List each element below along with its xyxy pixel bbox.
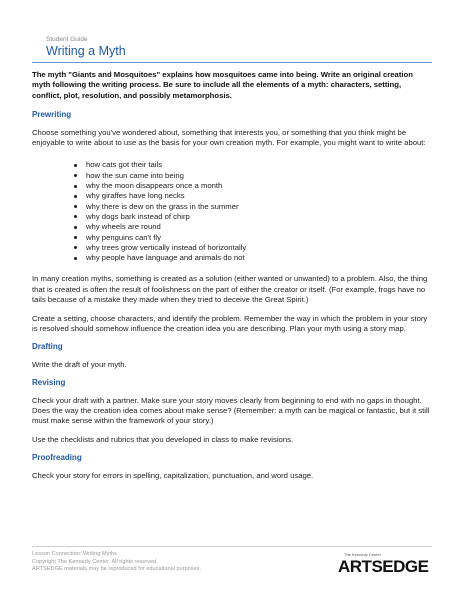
footer	[32, 551, 201, 574]
drafting-text: Write the draft of your myth.	[32, 359, 127, 369]
list-item: why giraffes have long necks	[86, 191, 432, 201]
list-item: why the moon disappears once a month	[86, 181, 432, 191]
page-title: Writing a Myth	[46, 44, 126, 58]
artsedge-logo	[338, 552, 438, 578]
intro-paragraph: The myth "Giants and Mosquitoes" explains how mosquitoes came into being. Write an original creation myth following the writing process. Be sure to include all the elements of a myth: characters, setting, conflict, plot, resolution, and possibly metamorphosis.	[32, 70, 413, 100]
footer-copyright: Copyright The Kennedy Center. All rights reserved.	[32, 558, 158, 565]
list-item: why trees grow vertically instead of horizontally	[86, 243, 432, 253]
list-item: why penguins can't fly	[86, 233, 432, 243]
list-item: why wheels are round	[86, 222, 432, 232]
list-item: how the sun came into being	[86, 171, 432, 181]
prewriting-paragraph-3: Create a setting, choose characters, and identify the problem. Remember the way in which the problem in your story is resolved should somehow influence the creation idea you are describing. Plan your myth using a story map.	[32, 313, 428, 334]
proofreading-text: Check your story for errors in spelling, capitalization, punctuation, and word usage.	[32, 470, 314, 480]
guide-label: Student Guide	[46, 36, 88, 43]
footer-divider	[32, 546, 432, 547]
logo-text: ARTSEDGE	[338, 557, 429, 576]
document-body	[32, 70, 432, 489]
revising-text-2: Use the checklists and rubrics that you developed in class to make revisions.	[32, 434, 294, 444]
prewriting-text: Choose something you've wondered about, something that interests you, or something that you think might be enjoyable to write about to use as the basis for your own creation myth. For example, you might want to write about:	[32, 127, 426, 148]
list-item: how cats got their tails	[86, 160, 432, 170]
list-item: why there is dew on the grass in the summer	[86, 202, 432, 212]
prewriting-heading: Prewriting	[32, 110, 72, 120]
revising-heading: Revising	[32, 378, 66, 388]
footer-lesson-connection: Lesson Connection: Writing Myths	[32, 551, 117, 557]
list-item: why dogs bark instead of chirp	[86, 212, 432, 222]
logo-small-text: The Kennedy Center	[344, 552, 381, 557]
revising-text: Check your draft with a partner. Make sure your story moves clearly from beginning to end with no gaps in thought. Does the way the creation idea comes about make sense? (Remember: a myth can be magical or fantastic, but it still must make sense within the framework of your story.)	[32, 395, 430, 426]
topic-list	[32, 160, 432, 263]
proofreading-heading: Proofreading	[32, 453, 82, 463]
prewriting-paragraph-2: In many creation myths, something is created as a solution (either wanted or unwanted) to a problem. Also, the thing that is created is often the result of foolishness on the part of either the creator or itself. (For example, frogs have no tails because of a mistake they made when they tried to deceive the Great Spirit.)	[32, 274, 428, 305]
drafting-heading: Drafting	[32, 342, 63, 352]
list-item: why people have language and animals do not	[86, 253, 432, 263]
footer-reproduction-note: ARTSEDGE materials may be reproduced for educational purposes.	[32, 566, 202, 572]
title-divider	[32, 62, 432, 63]
